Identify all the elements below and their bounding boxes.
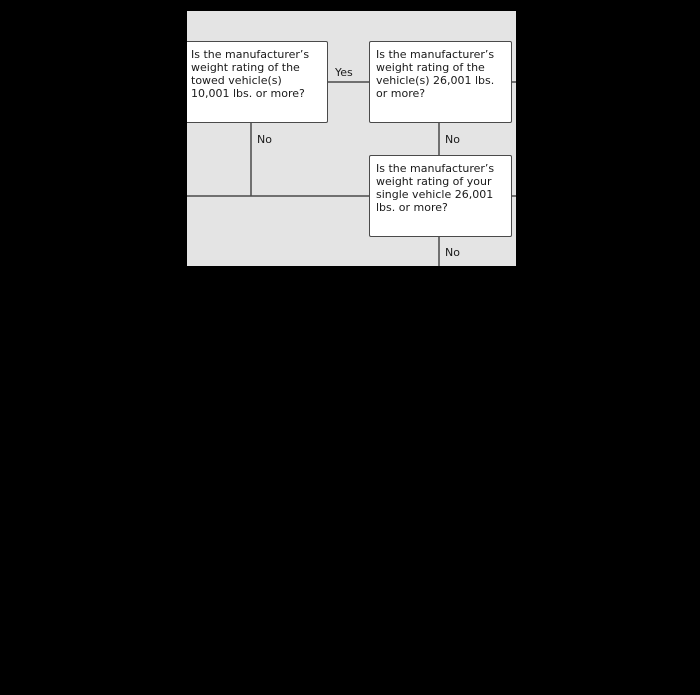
label-towed-no: No <box>257 133 272 146</box>
question-single-weight: Is the manufacturer’s weight rating of your single vehicle 26,001 lbs. or more? <box>369 155 512 237</box>
question-combination-weight: Is the manufacturer’s weight rating of the vehicle(s) 26,001 lbs. or more? <box>369 41 512 123</box>
label-single-no: No <box>445 246 460 259</box>
question-towed-weight: Is the manufacturer’s weight rating of the towed vehicle(s) 10,001 lbs. or more? <box>187 41 328 123</box>
flowchart-panel <box>187 11 516 266</box>
label-combination-no: No <box>445 133 460 146</box>
label-yes: Yes <box>335 66 353 79</box>
